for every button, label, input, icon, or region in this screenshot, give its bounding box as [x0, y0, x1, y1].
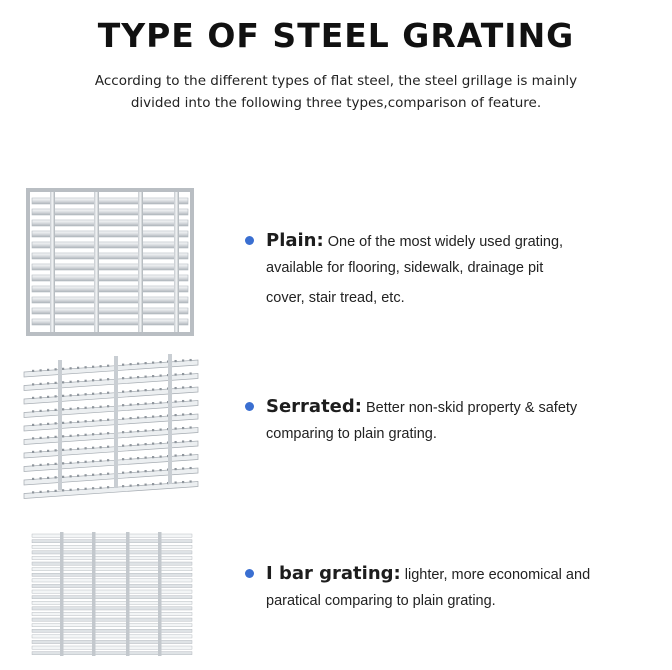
- feature-desc-line-2: paratical comparing to plain grating.: [266, 593, 496, 609]
- feature-plain: [246, 228, 646, 311]
- bullet-icon: [245, 402, 254, 411]
- feature-desc-line-1: lighter, more economical and: [404, 567, 591, 583]
- ibar-grating-image: [30, 530, 196, 660]
- bullet-icon: [245, 236, 254, 245]
- feature-name: Serrated:: [266, 396, 362, 417]
- feature-desc-line-2: comparing to plain grating.: [266, 426, 437, 442]
- subtitle-line-1: According to the different types of flat steel, the steel grillage is mainly: [94, 73, 578, 89]
- feature-serrated: [246, 394, 646, 447]
- feature-name: Plain:: [266, 230, 324, 251]
- feature-desc-line-1: One of the most widely used grating,: [327, 234, 564, 250]
- feature-ibar: [246, 561, 646, 614]
- page-subtitle: [40, 70, 632, 114]
- page-title: TYPE OF STEEL GRATING: [97, 16, 575, 55]
- feature-desc-line-1: Better non-skid property & safety: [366, 400, 578, 416]
- plain-grating-image: [26, 188, 196, 338]
- feature-name: I bar grating:: [266, 563, 401, 584]
- bullet-icon: [245, 569, 254, 578]
- subtitle-line-2: divided into the following three types,comparison of feature.: [130, 95, 542, 111]
- feature-desc-line-3: cover, stair tread, etc.: [266, 290, 405, 306]
- feature-desc-line-2: available for flooring, sidewalk, drainage pit: [266, 260, 544, 276]
- serrated-grating-image: [22, 352, 200, 504]
